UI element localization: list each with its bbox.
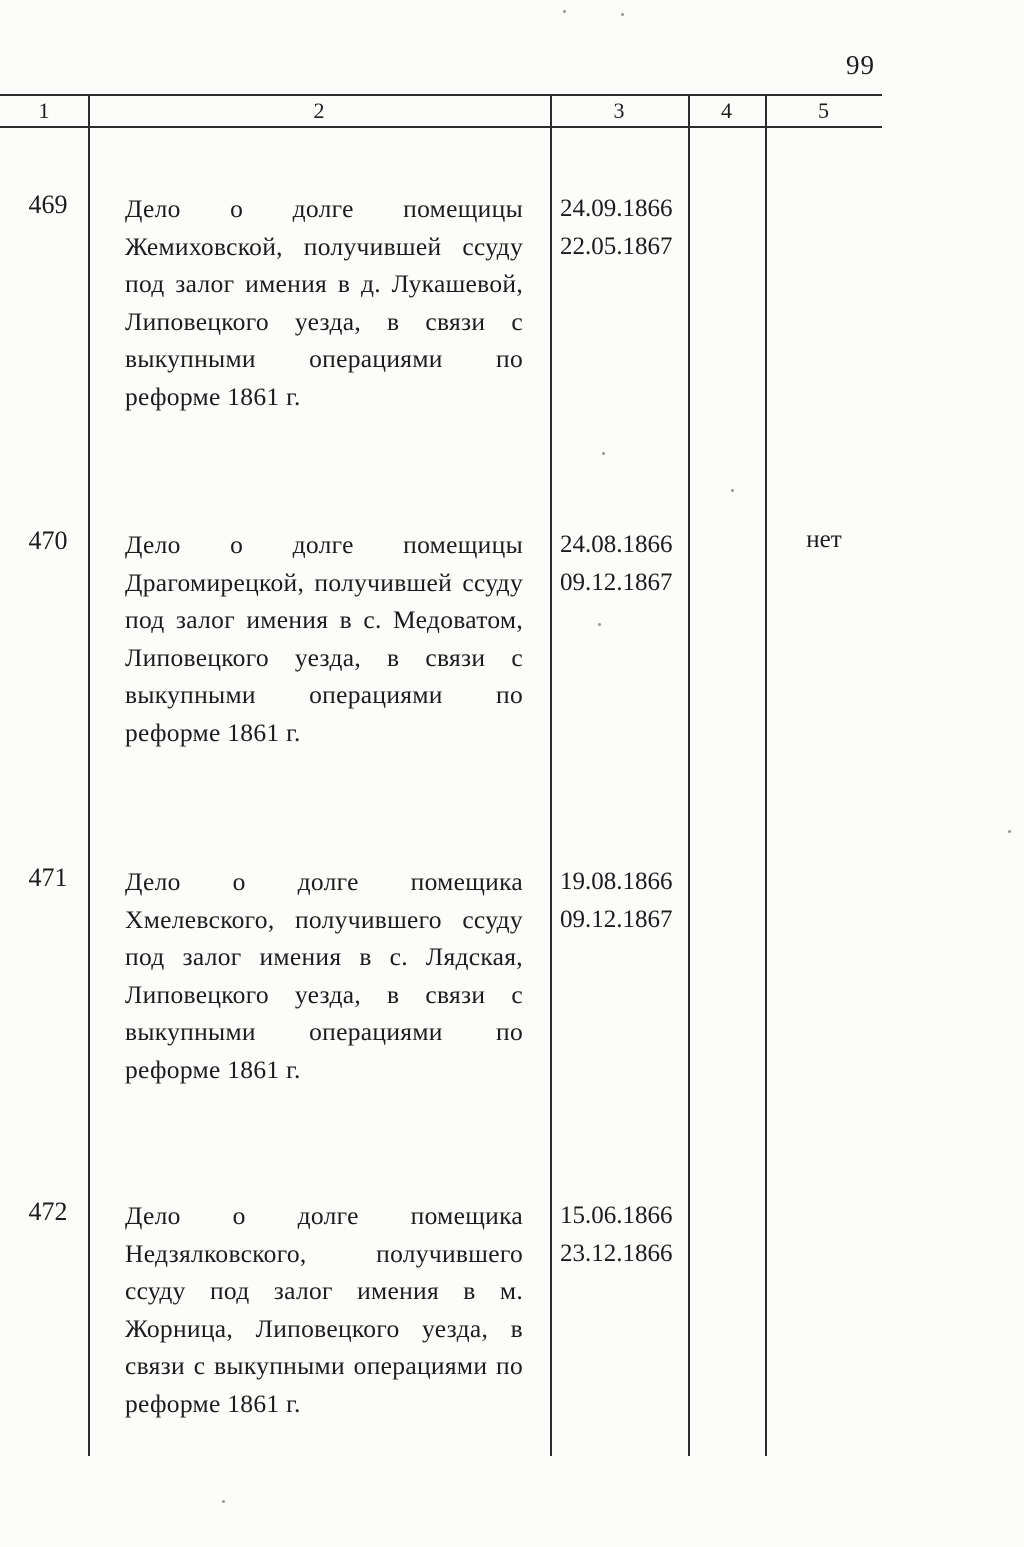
date-start: 15.06.1866 [560, 1202, 673, 1229]
record-id: 471 [28, 863, 68, 892]
record-dates [560, 863, 685, 938]
date-end: 23.12.1866 [560, 1239, 673, 1267]
table-top-rule [0, 94, 882, 96]
column-divider-4 [765, 94, 767, 1456]
column-divider-2 [550, 94, 552, 1456]
column-divider-1 [88, 94, 90, 1456]
date-start: 19.08.1866 [560, 868, 673, 895]
column-header-2: 2 [313, 98, 325, 123]
record-id: 469 [28, 190, 68, 219]
scan-artifact [621, 13, 624, 16]
scan-artifact [731, 489, 734, 492]
scan-artifact [222, 1500, 225, 1503]
record-dates [560, 1197, 685, 1272]
column-header-4: 4 [721, 98, 732, 123]
record-description: Дело о долге помещика Недзялковского, получившего ссуду под залог имения в м. Жорница, Липовецкого уезда, в связи с выкупными операциями по реформе 1861 г. [125, 1201, 523, 1418]
table-header-rule [0, 126, 882, 128]
column-header-5: 5 [818, 98, 829, 123]
scan-artifact [563, 10, 566, 13]
column-header-1: 1 [38, 98, 50, 123]
date-start: 24.09.1866 [560, 195, 673, 222]
record-description: Дело о долге помещика Хмелевского, получившего ссуду под залог имения в с. Лядская, Липовецкого уезда, в связи с выкупными операциями по реформе 1861 г. [125, 867, 523, 1084]
date-end: 22.05.1867 [560, 232, 673, 260]
column-divider-3 [688, 94, 690, 1456]
scan-artifact [1008, 830, 1011, 833]
record-dates [560, 526, 685, 601]
page-number: 99 [846, 50, 875, 80]
date-start: 24.08.1866 [560, 531, 673, 558]
record-id: 472 [28, 1197, 68, 1226]
record-description: Дело о долге помещицы Жемиховской, получившей ссуду под залог имения в д. Лукашевой, Липовецкого уезда, в связи с выкупными операциями по реформе 1861 г. [125, 194, 523, 411]
date-end: 09.12.1867 [560, 905, 673, 933]
record-dates [560, 190, 685, 265]
record-description: Дело о долге помещицы Драгомирецкой, получившей ссуду под залог имения в с. Медоватом, Липовецкого уезда, в связи с выкупными операциями по реформе 1861 г. [125, 530, 523, 747]
date-end: 09.12.1867 [560, 568, 673, 596]
record-note: нет [806, 526, 842, 553]
column-header-3: 3 [613, 98, 625, 123]
scan-artifact [598, 623, 601, 626]
scan-artifact [602, 452, 605, 455]
record-id: 470 [28, 526, 68, 555]
